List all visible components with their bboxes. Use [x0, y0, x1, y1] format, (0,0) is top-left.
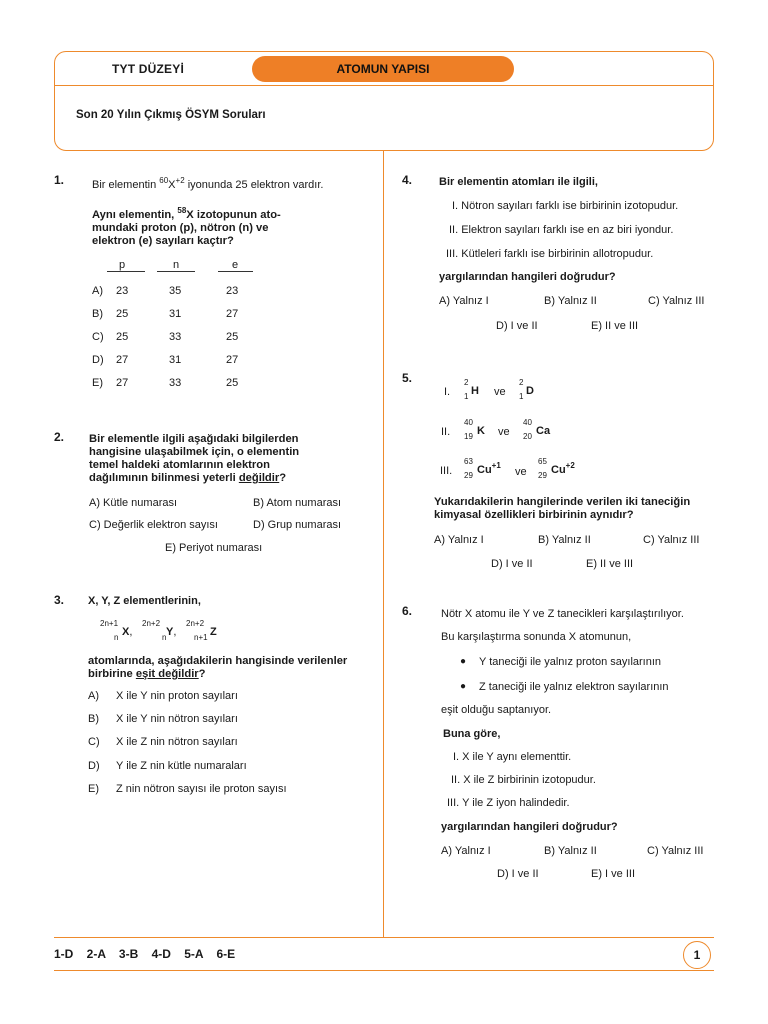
header-underline	[157, 271, 195, 272]
option-d[interactable]: D) Grup numarası	[253, 519, 342, 531]
question-number: 3.	[54, 593, 65, 607]
option-value-p: 25	[116, 308, 129, 320]
option-letter: D)	[92, 354, 104, 366]
pair-connector: ve	[498, 426, 510, 438]
question-stem: Bir elementin $^{60}X^{+2}$ iyonunda 25 elektron vardır.	[92, 176, 324, 191]
bullet-icon: ●	[460, 681, 467, 692]
option-e[interactable]: E) II ve III	[591, 320, 639, 332]
question-intro: Bir elementin atomları ile ilgili,	[439, 176, 598, 188]
question-stem-line: Nötr X atomu ile Y ve Z tanecikleri karşılaştırılıyor.	[441, 608, 684, 620]
pair-connector: ve	[515, 466, 527, 478]
question-lead: Buna göre,	[443, 728, 501, 740]
option-value-e: 27	[226, 308, 239, 320]
question-stem-line: Bu karşılaştırma sonunda X atomunun,	[441, 631, 632, 643]
statement-3: III. Kütleleri farklı ise birbirinin allotropudur.	[446, 248, 654, 260]
option-d[interactable]: D) I ve II	[496, 320, 538, 332]
option-letter: C)	[92, 331, 104, 343]
statement-3: III. Y ile Z iyon halindedir.	[447, 797, 570, 809]
topic-badge: ATOMUN YAPISI	[252, 56, 514, 82]
question-number: 2.	[54, 430, 65, 444]
column-header-e: e	[232, 259, 239, 271]
statement-2: II. Elektron sayıları farklı ise en az biri iyondur.	[449, 224, 674, 236]
question-prompt: Bir elementle ilgili aşağıdaki bilgilerden hangisine ulaşabilmek için, o elementin temel haldeki atomlarının elektron dağılımının bilinmesi yeterli değildir?	[89, 433, 300, 484]
bullet-item: Y taneciği ile yalnız proton sayılarının	[479, 656, 662, 668]
pair-1-label: I.	[444, 386, 451, 398]
option-letter: D)	[88, 760, 100, 772]
statement-1: I. X ile Y aynı elementtir.	[453, 751, 572, 763]
question-intro: X, Y, Z elementlerinin,	[88, 595, 201, 607]
option-a[interactable]: A) Kütle numarası	[89, 497, 178, 509]
option-value-p: 23	[116, 285, 129, 297]
level-label: TYT DÜZEYİ	[112, 62, 185, 76]
nuclide-y: 2n+2 n Y,	[142, 619, 177, 642]
question-number: 4.	[402, 173, 413, 187]
answer-key: 1-D 2-A 3-B 4-D 5-A 6-E	[54, 947, 236, 961]
question-prompt: atomlarında, aşağıdakilerin hangisinde verilenler birbirine eşit değildir?	[88, 655, 348, 680]
option-d[interactable]: D) I ve II	[491, 558, 533, 570]
option-letter: B)	[88, 713, 99, 725]
question-number: 1.	[54, 173, 65, 187]
option-c[interactable]: C) Yalnız III	[643, 534, 700, 546]
option-letter: B)	[92, 308, 103, 320]
column-header-n: n	[173, 259, 180, 271]
header-divider	[54, 85, 714, 86]
question-number: 5.	[402, 371, 413, 385]
nuclide-z: 2n+2 n+1 Z	[186, 619, 217, 642]
bullet-icon: ●	[460, 656, 467, 667]
option-text: X ile Z nin nötron sayıları	[116, 736, 238, 748]
option-e[interactable]: E) II ve III	[586, 558, 634, 570]
option-c[interactable]: C) Yalnız III	[648, 295, 705, 307]
footer-bottom-line	[54, 970, 714, 971]
option-letter: A)	[92, 285, 103, 297]
option-value-p: 25	[116, 331, 129, 343]
nuclide-cu-63: 63 29 $Cu^{+1}$	[464, 457, 501, 480]
bullet-item: Z taneciği ile yalnız elektron sayılarının	[479, 681, 669, 693]
option-letter: E)	[88, 783, 99, 795]
pair-connector: ve	[494, 386, 506, 398]
option-value-n: 33	[169, 377, 182, 389]
option-value-n: 31	[169, 354, 182, 366]
nuclide-cu-65: 65 29 $Cu^{+2}$	[538, 457, 575, 480]
nuclide-x: 2n+1 n X,	[100, 619, 133, 642]
option-text: Y ile Z nin kütle numaraları	[116, 760, 247, 772]
pair-2-label: II.	[441, 426, 451, 438]
nuclide-ca: 40 20 Ca	[523, 418, 551, 441]
option-a[interactable]: A) Yalnız I	[439, 295, 489, 307]
option-value-n: 33	[169, 331, 182, 343]
option-value-e: 25	[226, 331, 239, 343]
option-value-e: 23	[226, 285, 239, 297]
option-value-e: 25	[226, 377, 239, 389]
option-text: X ile Y nin proton sayıları	[116, 690, 238, 702]
page-subtitle: Son 20 Yılın Çıkmış ÖSYM Soruları	[76, 109, 266, 121]
question-stem-line: eşit olduğu saptanıyor.	[441, 704, 552, 716]
option-e[interactable]: E) I ve III	[591, 868, 636, 880]
question-number: 6.	[402, 604, 413, 618]
nuclide-d: 2 1 D	[519, 378, 534, 401]
header-underline	[107, 271, 145, 272]
option-value-p: 27	[116, 354, 129, 366]
footer-divider	[54, 937, 714, 938]
nuclide-k: 40 19 K	[464, 418, 485, 441]
page-number: 1	[683, 941, 711, 969]
option-b[interactable]: B) Yalnız II	[544, 845, 597, 857]
statement-2: II. X ile Z birbirinin izotopudur.	[451, 774, 596, 786]
option-c[interactable]: C) Değerlik elektron sayısı	[89, 519, 218, 531]
pair-3-label: III.	[440, 465, 453, 477]
option-c[interactable]: C) Yalnız III	[647, 845, 704, 857]
option-text: Z nin nötron sayısı ile proton sayısı	[116, 783, 287, 795]
option-text: X ile Y nin nötron sayıları	[116, 713, 238, 725]
option-value-n: 35	[169, 285, 182, 297]
column-divider	[383, 150, 384, 937]
question-prompt: yargılarından hangileri doğrudur?	[439, 271, 616, 283]
option-value-n: 31	[169, 308, 182, 320]
option-letter: E)	[92, 377, 103, 389]
question-prompt: Aynı elementin, $^{58}$X izotopunun ato- mundaki proton (p), nötron (n) ve elektron (e) sayıları kaçtır?	[92, 206, 281, 247]
statement-1: I. Nötron sayıları farklı ise birbirinin izotopudur.	[452, 200, 679, 212]
option-a[interactable]: A) Yalnız I	[434, 534, 484, 546]
option-b[interactable]: B) Yalnız II	[538, 534, 591, 546]
option-letter: A)	[88, 690, 99, 702]
question-prompt: yargılarından hangileri doğrudur?	[441, 821, 618, 833]
nuclide-h: 2 1 H	[464, 378, 479, 401]
question-prompt: Yukarıdakilerin hangilerinde verilen iki taneciğin kimyasal özellikleri birbirinin aynıdır?	[434, 496, 691, 521]
header-underline	[218, 271, 253, 272]
option-value-p: 27	[116, 377, 129, 389]
option-letter: C)	[88, 736, 100, 748]
column-header-p: p	[119, 259, 126, 271]
option-value-e: 27	[226, 354, 239, 366]
option-b[interactable]: B) Atom numarası	[253, 497, 342, 509]
option-d[interactable]: D) I ve II	[497, 868, 539, 880]
option-b[interactable]: B) Yalnız II	[544, 295, 597, 307]
option-a[interactable]: A) Yalnız I	[441, 845, 491, 857]
option-e[interactable]: E) Periyot numarası	[165, 542, 263, 554]
